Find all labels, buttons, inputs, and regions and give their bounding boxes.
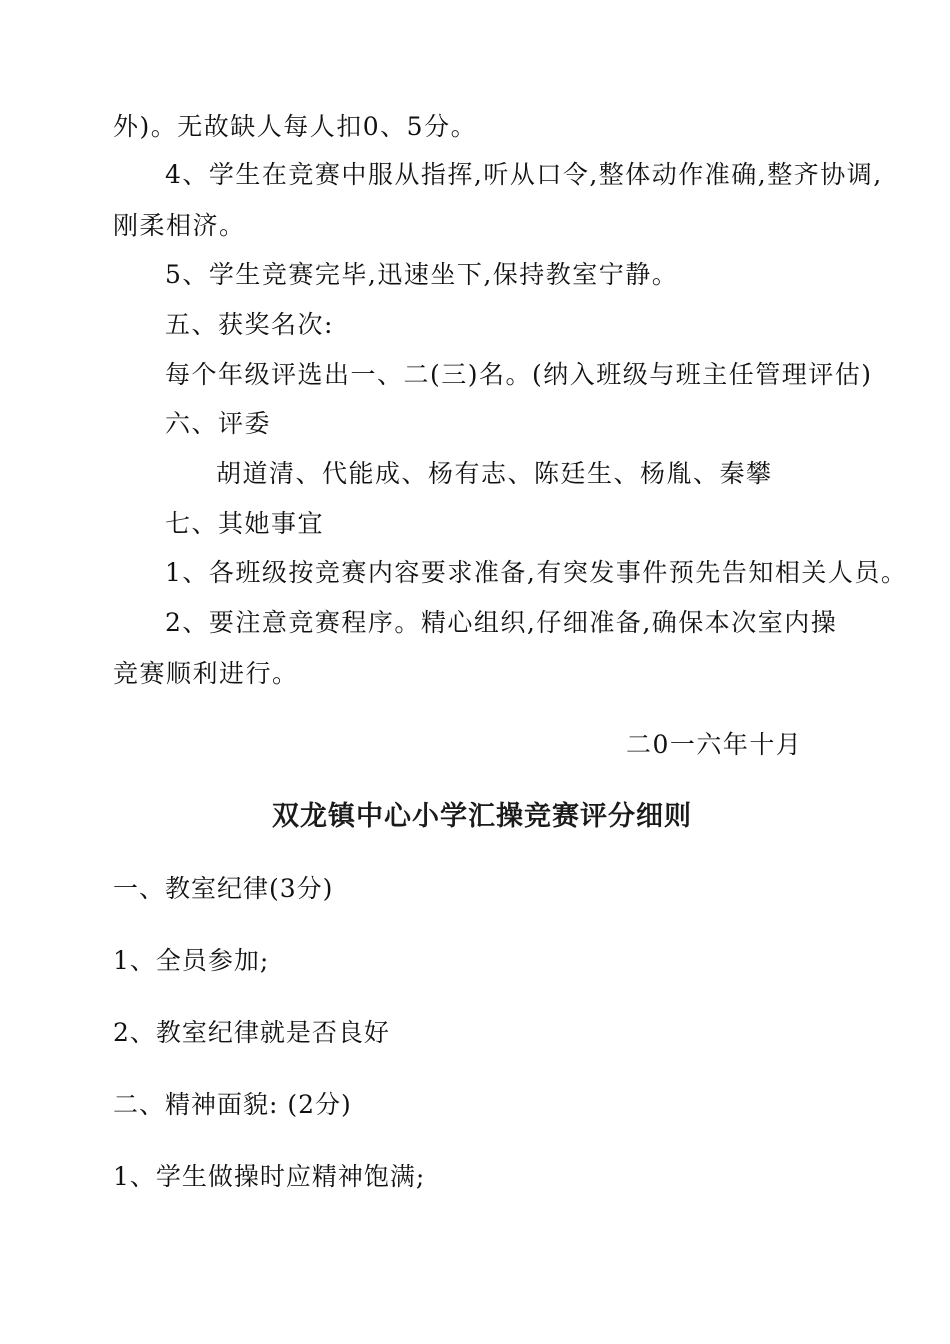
scoring-item-discipline-good: 2、教室纪律就是否良好 [113, 1018, 390, 1047]
awards-description: 每个年级评选出一、二(三)名。(纳入班级与班主任管理评估) [165, 360, 873, 389]
scoring-section-mental-outlook: 二、精神面貌: (2分) [113, 1090, 352, 1119]
section-heading-awards: 五、获奖名次: [165, 310, 334, 339]
other-matters-item-2-continued: 竞赛顺利进行。 [113, 659, 299, 688]
scoring-item-full-participation: 1、全员参加; [113, 946, 270, 975]
scoring-section-classroom-discipline: 一、教室纪律(3分) [113, 874, 334, 903]
section-heading-judges: 六、评委 [165, 409, 272, 438]
rule-item-4: 4、学生在竞赛中服从指挥,听从口令,整体动作准确,整齐协调, [165, 160, 883, 189]
other-matters-item-2: 2、要注意竞赛程序。精心组织,仔细准备,确保本次室内操 [165, 608, 838, 637]
rule-item-5: 5、学生竞赛完毕,迅速坐下,保持教室宁静。 [165, 260, 679, 289]
judges-list: 胡道清、代能成、杨有志、陈廷生、杨胤、秦攀 [216, 459, 773, 488]
other-matters-item-1: 1、各班级按竞赛内容要求准备,有突发事件预先告知相关人员。 [165, 558, 908, 587]
rule-item-4-continued: 刚柔相济。 [113, 211, 246, 240]
document-date: 二0一六年十月 [626, 730, 803, 759]
scoring-item-full-spirit: 1、学生做操时应精神饱满; [113, 1162, 426, 1191]
text-line-absence-penalty: 外)。无故缺人每人扣0、5分。 [113, 112, 478, 141]
scoring-rules-title: 双龙镇中心小学汇操竞赛评分细则 [272, 801, 692, 832]
section-heading-other-matters: 七、其她事宜 [165, 509, 325, 538]
